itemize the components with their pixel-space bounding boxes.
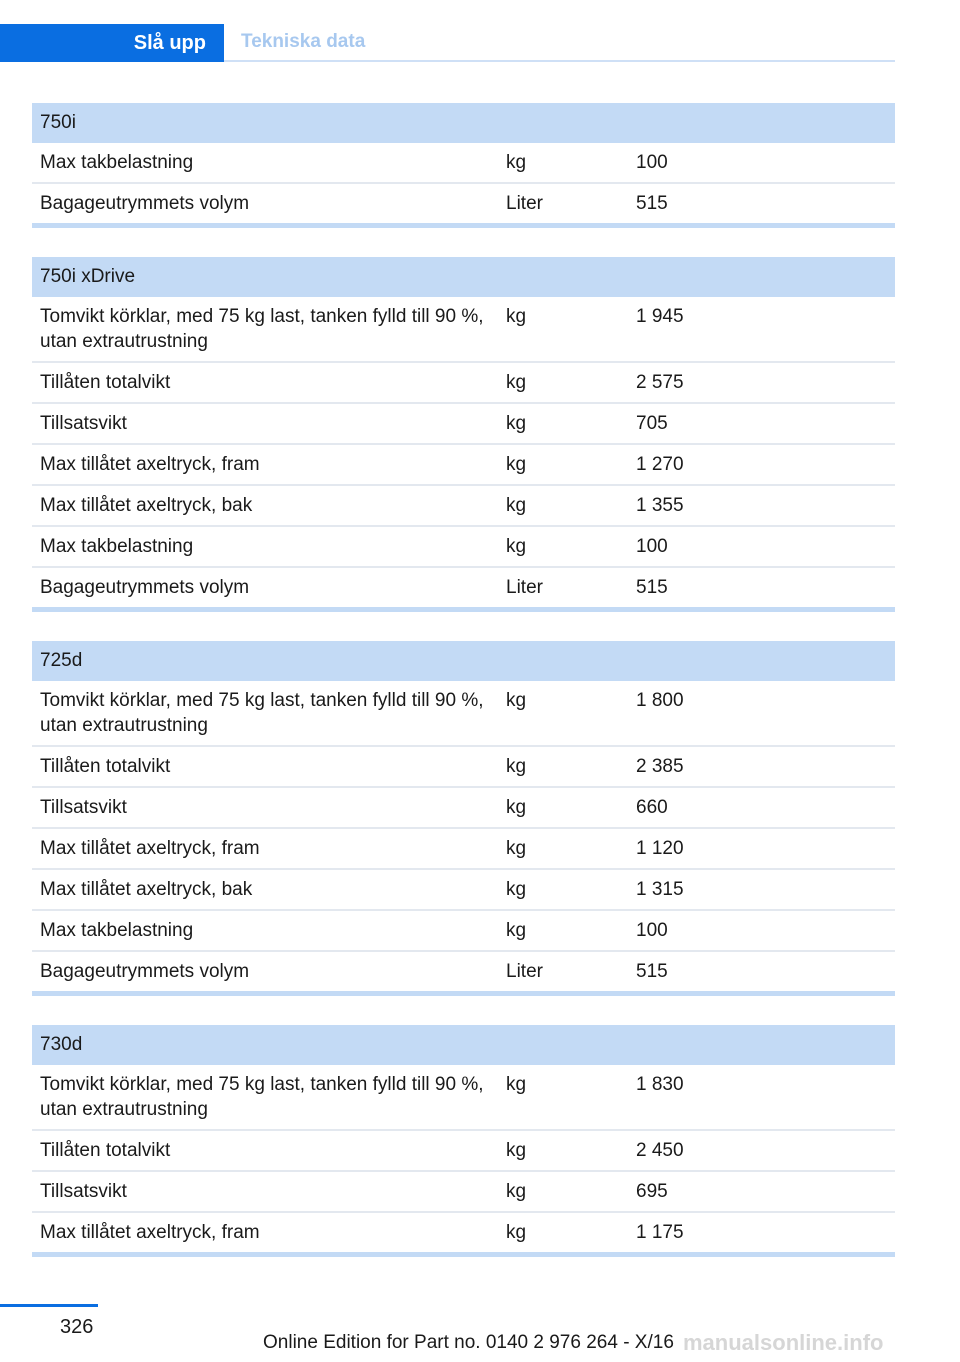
page-number: 326 (60, 1316, 94, 1338)
spec-unit: kg (506, 372, 527, 393)
spec-value: 1 175 (636, 1222, 684, 1243)
spec-label: Bagageutrymmets volym (40, 193, 250, 214)
spec-unit: kg (506, 1181, 527, 1202)
table-row (32, 788, 895, 829)
tab-tekniska-data[interactable]: Tekniska data (224, 24, 895, 62)
table-row (32, 747, 895, 788)
spec-label: Max tillåtet axeltryck, bak (40, 879, 253, 900)
spec-unit: kg (506, 797, 527, 818)
spec-value: 100 (636, 920, 668, 941)
table-row (32, 486, 895, 527)
table-row (32, 870, 895, 911)
spec-value: 1 270 (636, 454, 684, 475)
spec-unit: kg (506, 454, 527, 475)
table-row (32, 911, 895, 952)
spec-value: 705 (636, 413, 668, 434)
spec-label: Tillåten totalvikt (40, 756, 171, 777)
watermark: manualsonline.info (683, 1330, 884, 1355)
table-row (32, 1065, 895, 1131)
tab-sla-upp[interactable]: Slå upp (0, 24, 224, 62)
spec-value: 1 830 (636, 1074, 684, 1095)
edition-text: Online Edition for Part no. 0140 2 976 264 - X/16 (263, 1332, 674, 1353)
spec-unit: kg (506, 306, 527, 327)
spec-label: Tillsatsvikt (40, 1181, 127, 1202)
spec-label: Tomvikt körklar, med 75 kg last, tanken fylld till 90 %, utan extrautrustning (40, 306, 484, 352)
spec-unit: kg (506, 838, 527, 859)
spec-value: 2 575 (636, 372, 684, 393)
table-row (32, 363, 895, 404)
table-row (32, 1213, 895, 1257)
spec-label: Tillåten totalvikt (40, 372, 171, 393)
spec-section (32, 1025, 895, 1257)
spec-value: 515 (636, 577, 668, 598)
spec-label: Tillsatsvikt (40, 797, 127, 818)
spec-label: Max tillåtet axeltryck, fram (40, 454, 260, 475)
spec-label: Max tillåtet axeltryck, fram (40, 838, 260, 859)
table-row (32, 297, 895, 363)
table-row (32, 1172, 895, 1213)
top-navigation (0, 24, 895, 62)
table-row (32, 1131, 895, 1172)
spec-label: Bagageutrymmets volym (40, 577, 250, 598)
spec-value: 100 (636, 536, 668, 557)
spec-unit: kg (506, 1074, 527, 1095)
table-row (32, 143, 895, 184)
spec-label: Tomvikt körklar, med 75 kg last, tanken fylld till 90 %, utan extrautrustning (40, 690, 484, 736)
spec-unit: kg (506, 536, 527, 557)
spec-unit: kg (506, 495, 527, 516)
spec-section (32, 257, 895, 612)
section-title: 750i (32, 103, 895, 143)
table-row (32, 952, 895, 996)
spec-label: Max tillåtet axeltryck, bak (40, 495, 253, 516)
spec-value: 660 (636, 797, 668, 818)
table-row (32, 829, 895, 870)
spec-unit: kg (506, 1140, 527, 1161)
spec-value: 515 (636, 193, 668, 214)
spec-label: Tillsatsvikt (40, 413, 127, 434)
table-row (32, 445, 895, 486)
spec-label: Bagageutrymmets volym (40, 961, 250, 982)
footer-accent-line (0, 1304, 98, 1307)
spec-value: 2 450 (636, 1140, 684, 1161)
spec-value: 695 (636, 1181, 668, 1202)
spec-label: Max tillåtet axeltryck, fram (40, 1222, 260, 1243)
spec-value: 1 945 (636, 306, 684, 327)
spec-value: 1 800 (636, 690, 684, 711)
spec-tables (32, 103, 895, 1286)
section-title: 730d (32, 1025, 895, 1065)
spec-unit: kg (506, 756, 527, 777)
spec-label: Max takbelastning (40, 152, 194, 173)
spec-unit: Liter (506, 193, 543, 214)
spec-label: Tomvikt körklar, med 75 kg last, tanken fylld till 90 %, utan extrautrustning (40, 1074, 484, 1120)
section-title: 725d (32, 641, 895, 681)
spec-value: 1 315 (636, 879, 684, 900)
spec-value: 2 385 (636, 756, 684, 777)
section-title: 750i xDrive (32, 257, 895, 297)
spec-unit: kg (506, 879, 527, 900)
spec-value: 1 120 (636, 838, 684, 859)
spec-label: Tillåten totalvikt (40, 1140, 171, 1161)
spec-section (32, 103, 895, 228)
table-row (32, 681, 895, 747)
spec-value: 100 (636, 152, 668, 173)
spec-section (32, 641, 895, 996)
spec-unit: kg (506, 690, 527, 711)
spec-unit: kg (506, 1222, 527, 1243)
spec-label: Max takbelastning (40, 920, 194, 941)
spec-unit: Liter (506, 961, 543, 982)
spec-unit: kg (506, 920, 527, 941)
table-row (32, 568, 895, 612)
spec-unit: Liter (506, 577, 543, 598)
spec-unit: kg (506, 152, 527, 173)
table-row (32, 184, 895, 228)
table-row (32, 404, 895, 445)
spec-value: 1 355 (636, 495, 684, 516)
table-row (32, 527, 895, 568)
spec-unit: kg (506, 413, 527, 434)
spec-value: 515 (636, 961, 668, 982)
spec-label: Max takbelastning (40, 536, 194, 557)
